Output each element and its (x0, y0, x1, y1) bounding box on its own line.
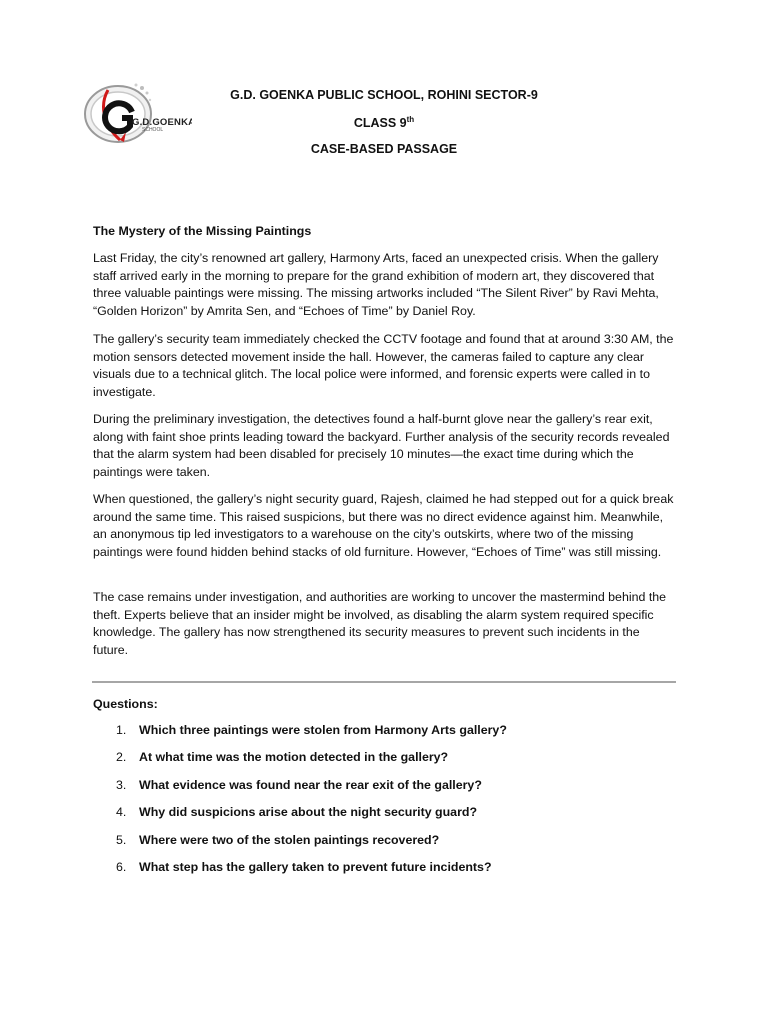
passage-paragraph: The gallery’s security team immediately checked the CCTV footage and found that at around 3:30 AM, the motion sensors detected movement inside the hall. However, the cameras failed to capture any clear visuals due to a technical glitch. The local police were informed, and forensic experts were called in to investigate. (93, 332, 674, 400)
question-text: At what time was the motion detected in the gallery? (139, 750, 449, 765)
logo-brand-text: G.D.GOENKA (132, 117, 192, 128)
question-text: Which three paintings were stolen from Harmony Arts gallery? (139, 723, 507, 737)
section-divider (92, 681, 676, 683)
question-number: 1. (116, 723, 127, 737)
question-number: 6. (116, 859, 127, 874)
passage-paragraph: During the preliminary investigation, the detectives found a half-burnt glove near the gallery’s rear exit, along with faint shoe prints leading toward the backyard. Further analysis of the security records revealed that the alarm system had been disabled for precisely 10 minutes—the exact time during which the paintings were taken. (93, 412, 670, 480)
question-number: 2. (116, 750, 127, 765)
question-number: 3. (116, 777, 127, 792)
school-name: G.D. GOENKA PUBLIC SCHOOL, ROHINI SECTOR-9 (230, 88, 538, 102)
logo-sub-text: SCHOOL (142, 127, 164, 133)
passage-title: The Mystery of the Missing Paintings (93, 224, 312, 238)
school-logo-graphic (80, 80, 192, 152)
passage-paragraph: When questioned, the gallery’s night security guard, Rajesh, claimed he had stepped out for a quick break around the same time. This raised suspicions, but there was no direct evidence against him. Meanwhile, an anonymous tip led investigators to a warehouse on the city’s outskirts, where two of the missing paintings were found hidden behind stacks of old furniture. However, “Echoes of Time” was still missing. (93, 492, 674, 560)
question-number: 5. (116, 832, 127, 847)
questions-heading: Questions: (93, 697, 158, 711)
question-item (93, 723, 677, 750)
question-text: What step has the gallery taken to prevent future incidents? (139, 859, 492, 874)
passage-type: CASE-BASED PASSAGE (310, 142, 458, 156)
question-item (93, 778, 677, 805)
question-item (93, 833, 677, 860)
class-label-sup: th (406, 115, 415, 124)
school-logo (80, 80, 192, 152)
question-number: 4. (116, 805, 127, 820)
question-item (93, 805, 677, 832)
questions-list (93, 723, 677, 887)
question-item (93, 750, 677, 777)
class-label (200, 115, 568, 130)
question-text: What evidence was found near the rear exit of the gallery? (139, 777, 482, 792)
class-label-text: CLASS 9 (353, 116, 407, 130)
passage-paragraph: The case remains under investigation, and authorities are working to uncover the mastermind behind the theft. Experts believe that an insider might be involved, as disabling the alarm system required specific knowledge. The gallery has now strengthened its security measures to prevent such incidents in the future. (93, 590, 667, 658)
question-text: Where were two of the stolen paintings recovered? (139, 832, 440, 847)
passage-paragraph: Last Friday, the city’s renowned art gallery, Harmony Arts, faced an unexpected crisis. When the gallery staff arrived early in the morning to prepare for the grand exhibition of modern art, they discovered that three valuable paintings were missing. The missing artworks included “The Silent River” by Ravi Mehta, “Golden Horizon” by Amrita Sen, and “Echoes of Time” by Daniel Roy. (93, 251, 659, 319)
question-text: Why did suspicions arise about the night security guard? (139, 805, 478, 820)
question-item (93, 860, 677, 887)
